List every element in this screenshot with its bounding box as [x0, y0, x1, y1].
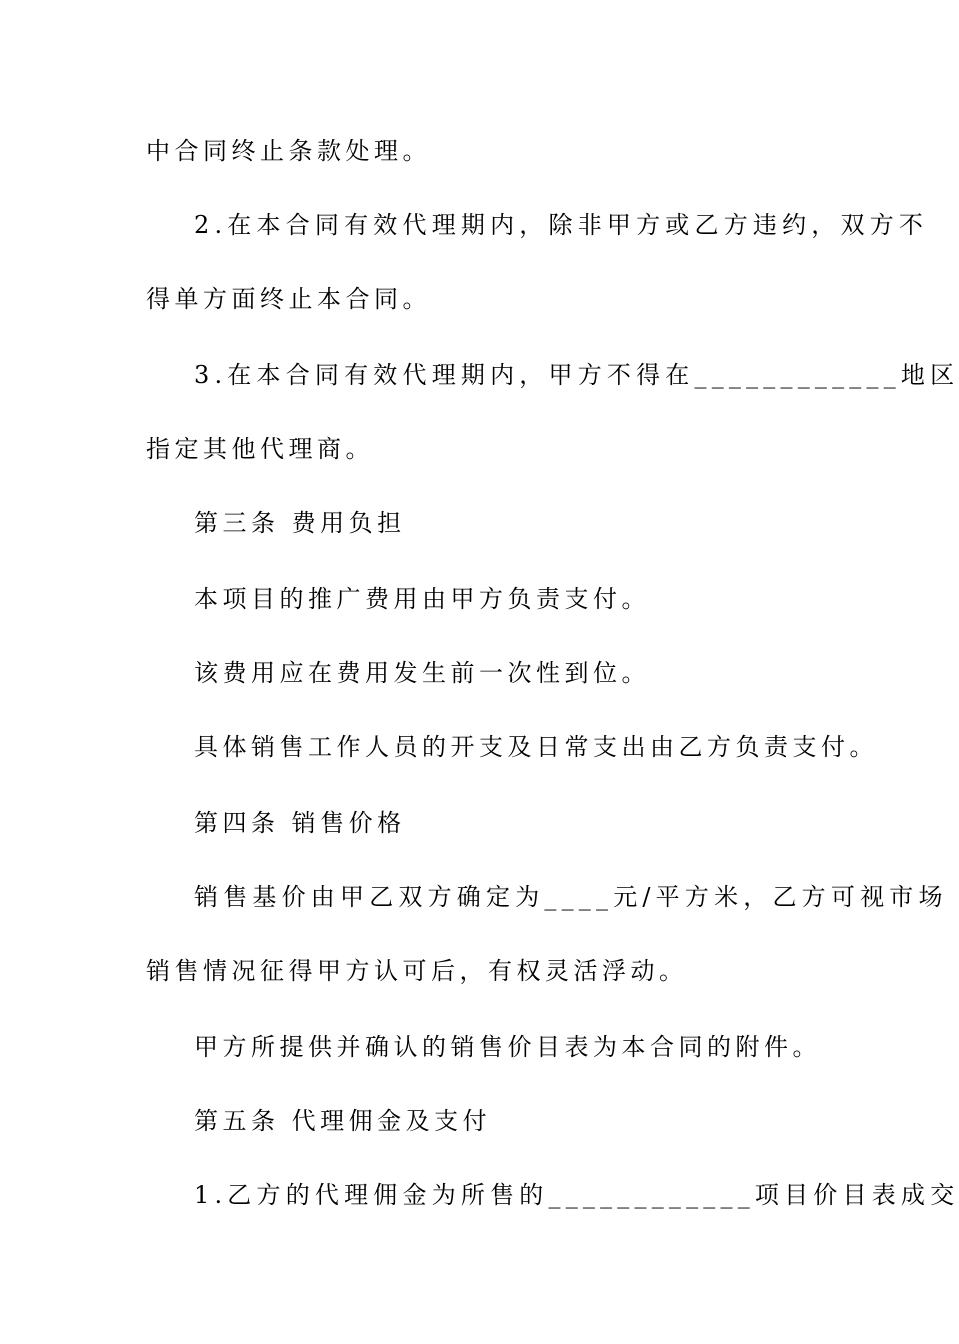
text-line: 该费用应在费用发生前一次性到位。	[194, 659, 650, 687]
text-line: 2.在本合同有效代理期内，除非甲方或乙方违约，双方不	[194, 211, 929, 239]
text-line: 销售情况征得甲方认可后，有权灵活浮动。	[146, 957, 688, 985]
text-line: 销售基价由甲乙双方确定为____元/平方米，乙方可视市场	[194, 883, 948, 911]
section-heading: 第四条 销售价格	[194, 809, 406, 837]
text-line: 中合同终止条款处理。	[146, 137, 431, 165]
text-line: 甲方所提供并确认的销售价目表为本合同的附件。	[194, 1033, 821, 1061]
text-line: 指定其他代理商。	[146, 435, 374, 463]
text-line: 得单方面终止本合同。	[146, 285, 431, 313]
section-heading: 第五条 代理佣金及支付	[194, 1107, 492, 1135]
section-heading: 第三条 费用负担	[194, 509, 406, 537]
text-line: 本项目的推广费用由甲方负责支付。	[194, 585, 650, 613]
text-line: 3.在本合同有效代理期内，甲方不得在____________地区	[194, 361, 959, 389]
text-line: 具体销售工作人员的开支及日常支出由乙方负责支付。	[194, 733, 878, 761]
text-line: 1.乙方的代理佣金为所售的____________项目价目表成交	[194, 1181, 959, 1209]
